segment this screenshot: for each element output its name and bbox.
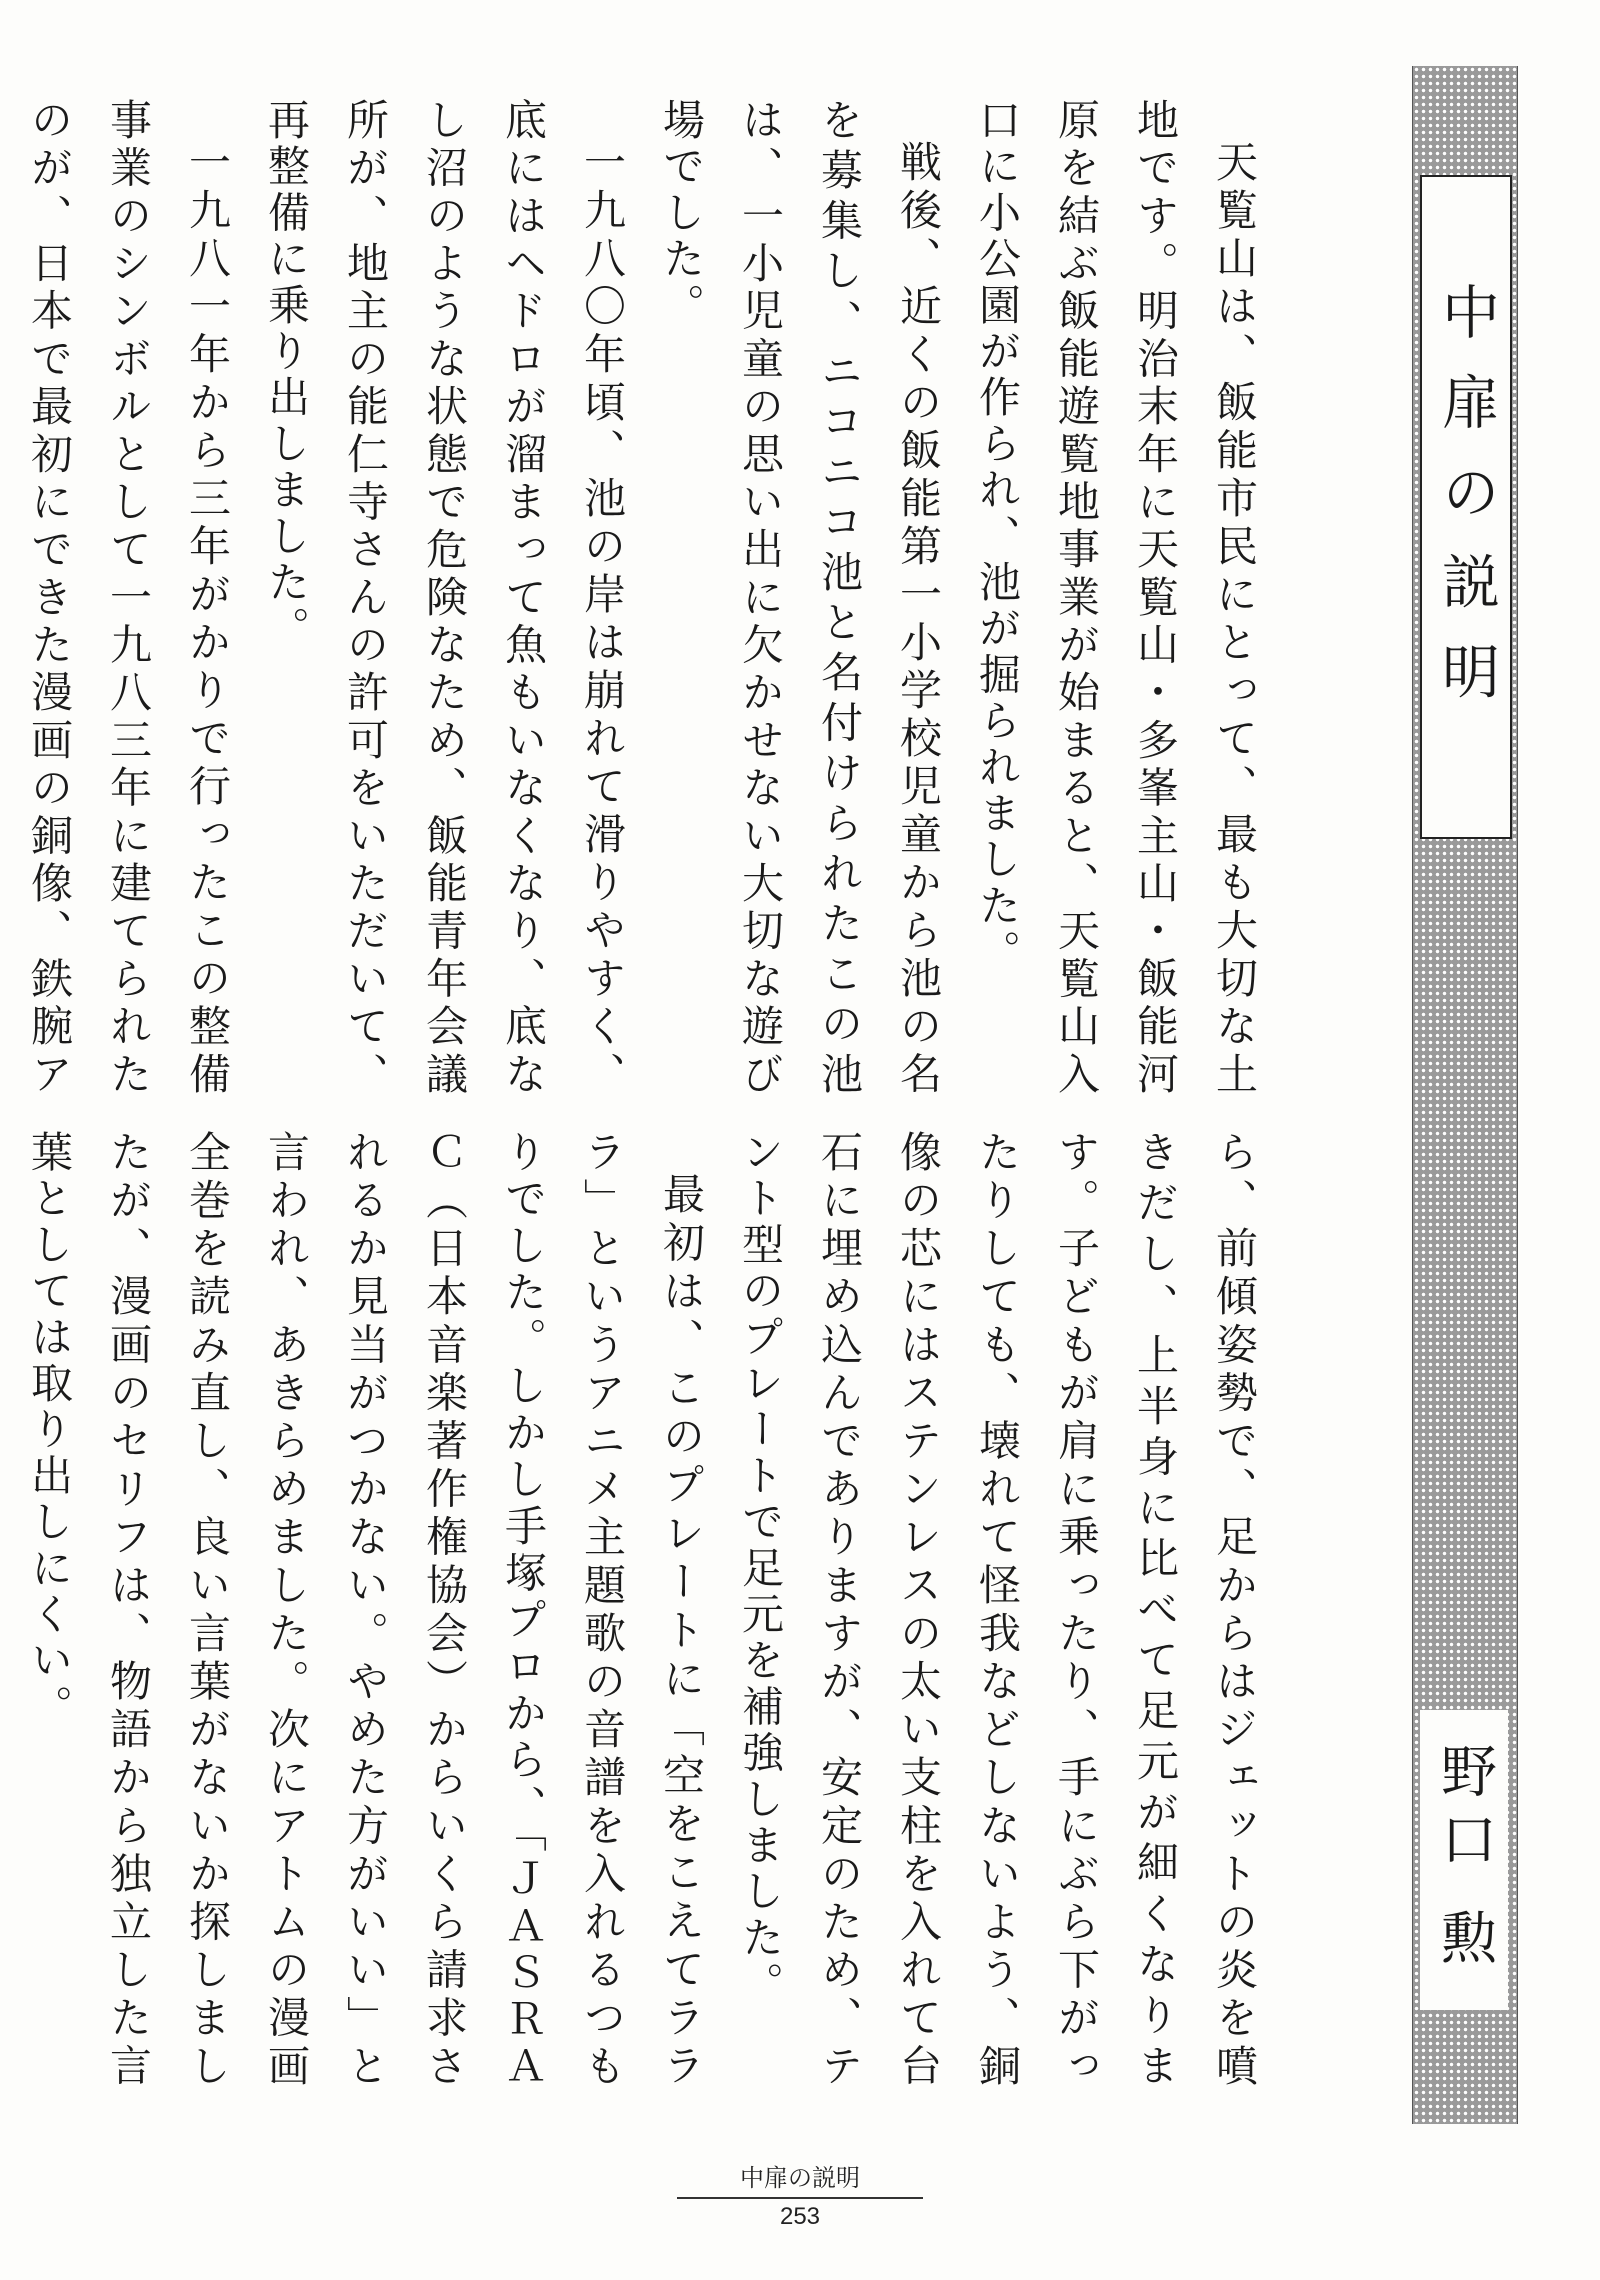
chapter-title-box (1420, 175, 1512, 839)
upper-text-block (25, 98, 1274, 1098)
paragraph: 一九八一年から三年がかりで行ったこの整備事業のシンボルとして一九八三年に建てられたのが、日本で最初にできた漫画の銅像、鉄腕ア (25, 98, 232, 1098)
paragraph-continuation: ら、前傾姿勢で、足からはジェットの炎を噴きだし、上半身に比べて足元が細くなります。子どもが肩に乗ったり、手にぶら下がったりしても、壊れて怪我などしないよう、銅像の芯にはステンレスの太い支柱を入れて台石に埋め込んでありますが、安定のため、テント型のプレートで足元を補強しました。 (736, 1130, 1259, 2090)
paragraph: 天覧山は、飯能市民にとって、最も大切な土地です。明治末年に天覧山・多峯主山・飯能河原を結ぶ飯能遊覧地事業が始まると、天覧山入口に小公園が作られ、池が掘られました。 (973, 98, 1259, 1098)
chapter-title: 中扉の説明 (1432, 282, 1500, 732)
footer-divider (677, 2197, 923, 2199)
page-footer (0, 2158, 1600, 2231)
paragraph: 戦後、近くの飯能第一小学校児童から池の名を募集し、ニコニコ池と名付けられたこの池は、一小児童の思い出に欠かせない大切な遊び場でした。 (657, 98, 943, 1098)
paragraph: 最初は、このプレートに「空をこえてラララ」というアニメ主題歌の音譜を入れるつもりでした。しかし手塚プロから、「ＪＡＳＲＡＣ（日本音楽著作権協会）からいくら請求されるか見当がつかない。やめた方がいい」と言われ、あきらめました。次にアトムの漫画全巻を読み直し、良い言葉がないか探しましたが、漫画のセリフは、物語から独立した言葉としては取り出しにくい。 (25, 1130, 706, 2090)
paragraph (0, 1130, 10, 2090)
author-box (1420, 1710, 1508, 2010)
paragraph: 一九八〇年頃、池の岸は崩れて滑りやすく、底にはヘドロが溜まって魚もいなくなり、底なし沼のような状態で危険なため、飯能青年会議所が、地主の能仁寺さんの許可をいただいて、再整備に乗り出しました。 (262, 98, 627, 1098)
page-number: 253 (779, 2203, 821, 2230)
running-footer-title: 中扉の説明 (740, 2165, 860, 2192)
author-name: 野口 勲 (1432, 1742, 1497, 1978)
lower-text-block (25, 1130, 1274, 2090)
